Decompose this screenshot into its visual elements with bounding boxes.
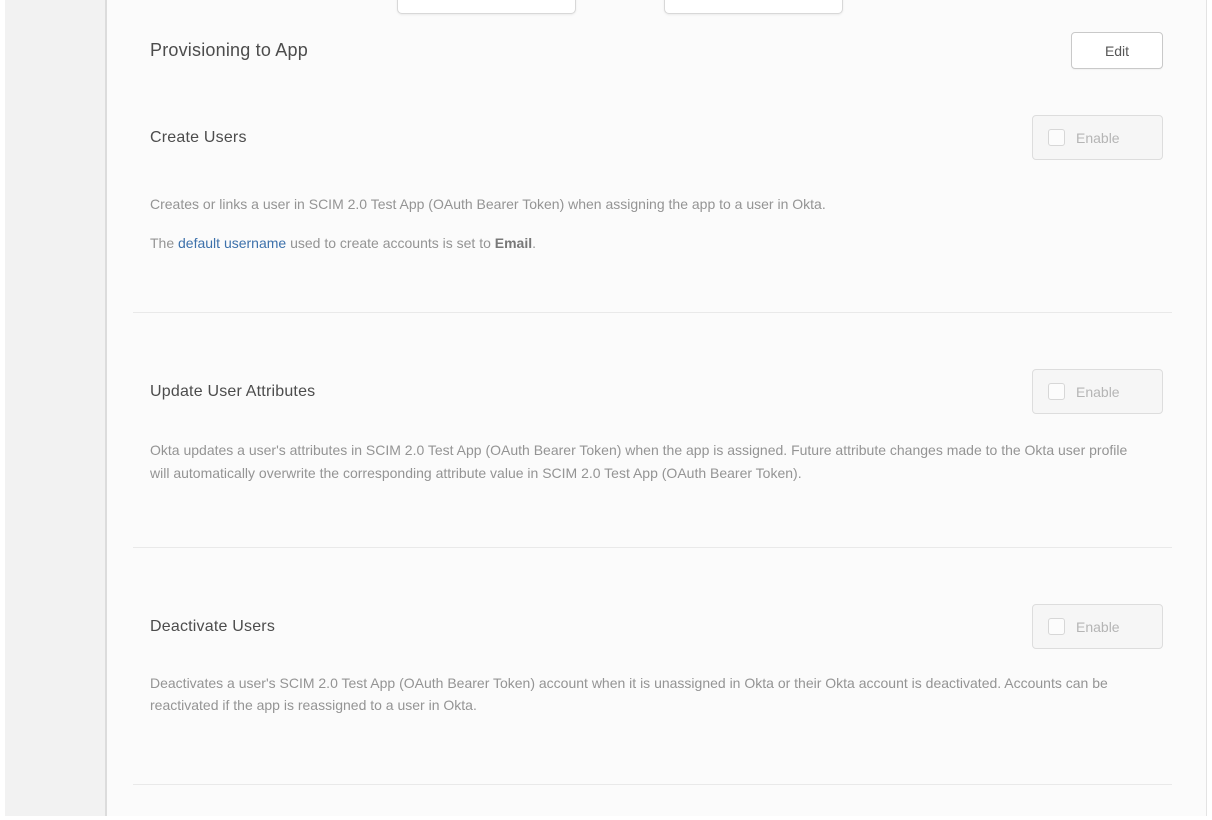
deactivate-users-header [150,604,1163,649]
edit-button[interactable]: Edit [1071,32,1163,69]
truncated-input-left[interactable] [397,0,576,14]
update-user-attributes-section [150,369,1163,548]
create-users-username-note [150,233,1150,254]
deactivate-users-title: Deactivate Users [150,617,276,635]
enable-label: Enable [1076,383,1120,400]
truncated-input-right[interactable] [664,0,843,14]
update-user-attributes-header [150,369,1163,414]
create-users-enable-toggle[interactable] [1032,115,1163,160]
create-users-section [150,115,1163,313]
text-segment: . [532,235,537,251]
section-divider [133,547,1172,548]
left-sidebar-rail [5,0,107,816]
provisioning-panel [107,0,1206,816]
create-users-title: Create Users [150,128,247,146]
deactivate-users-enable-toggle[interactable] [1032,604,1163,649]
create-users-description: Creates or links a user in SCIM 2.0 Test App (OAuth Bearer Token) when assigning the app to a user in Okta. [150,196,826,212]
update-user-attributes-description: Okta updates a user's attributes in SCIM 2.0 Test App (OAuth Bearer Token) when the app is assigned. Future attribute changes made to the Okta user profile will automatically overwrite the corresponding attribute value in SCIM 2.0 Test App (OAuth Bearer Token). [150,442,1128,481]
enable-label: Enable [1076,129,1120,146]
username-value: Email [494,235,533,251]
app-window [5,0,1207,816]
text-segment: used to create accounts is set to [286,235,495,251]
text-segment: The [150,235,179,251]
deactivate-users-description: Deactivates a user's SCIM 2.0 Test App (OAuth Bearer Token) account when it is unassigned in Okta or their Okta account is deactivated. Accounts can be reactivated if the app is reassigned to a user in Okta. [150,675,1108,713]
update-user-attributes-enable-toggle[interactable] [1032,369,1163,414]
default-username-link[interactable]: default username [178,235,287,251]
deactivate-users-section [150,604,1163,785]
panel-header [150,0,1163,69]
checkbox-icon[interactable] [1048,383,1065,400]
enable-label: Enable [1076,618,1120,635]
create-users-header [150,115,1163,160]
section-divider [133,784,1172,785]
update-user-attributes-title: Update User Attributes [150,382,316,400]
page-title: Provisioning to App [150,40,308,60]
checkbox-icon[interactable] [1048,618,1065,635]
checkbox-icon[interactable] [1048,129,1065,146]
section-divider [133,312,1172,313]
